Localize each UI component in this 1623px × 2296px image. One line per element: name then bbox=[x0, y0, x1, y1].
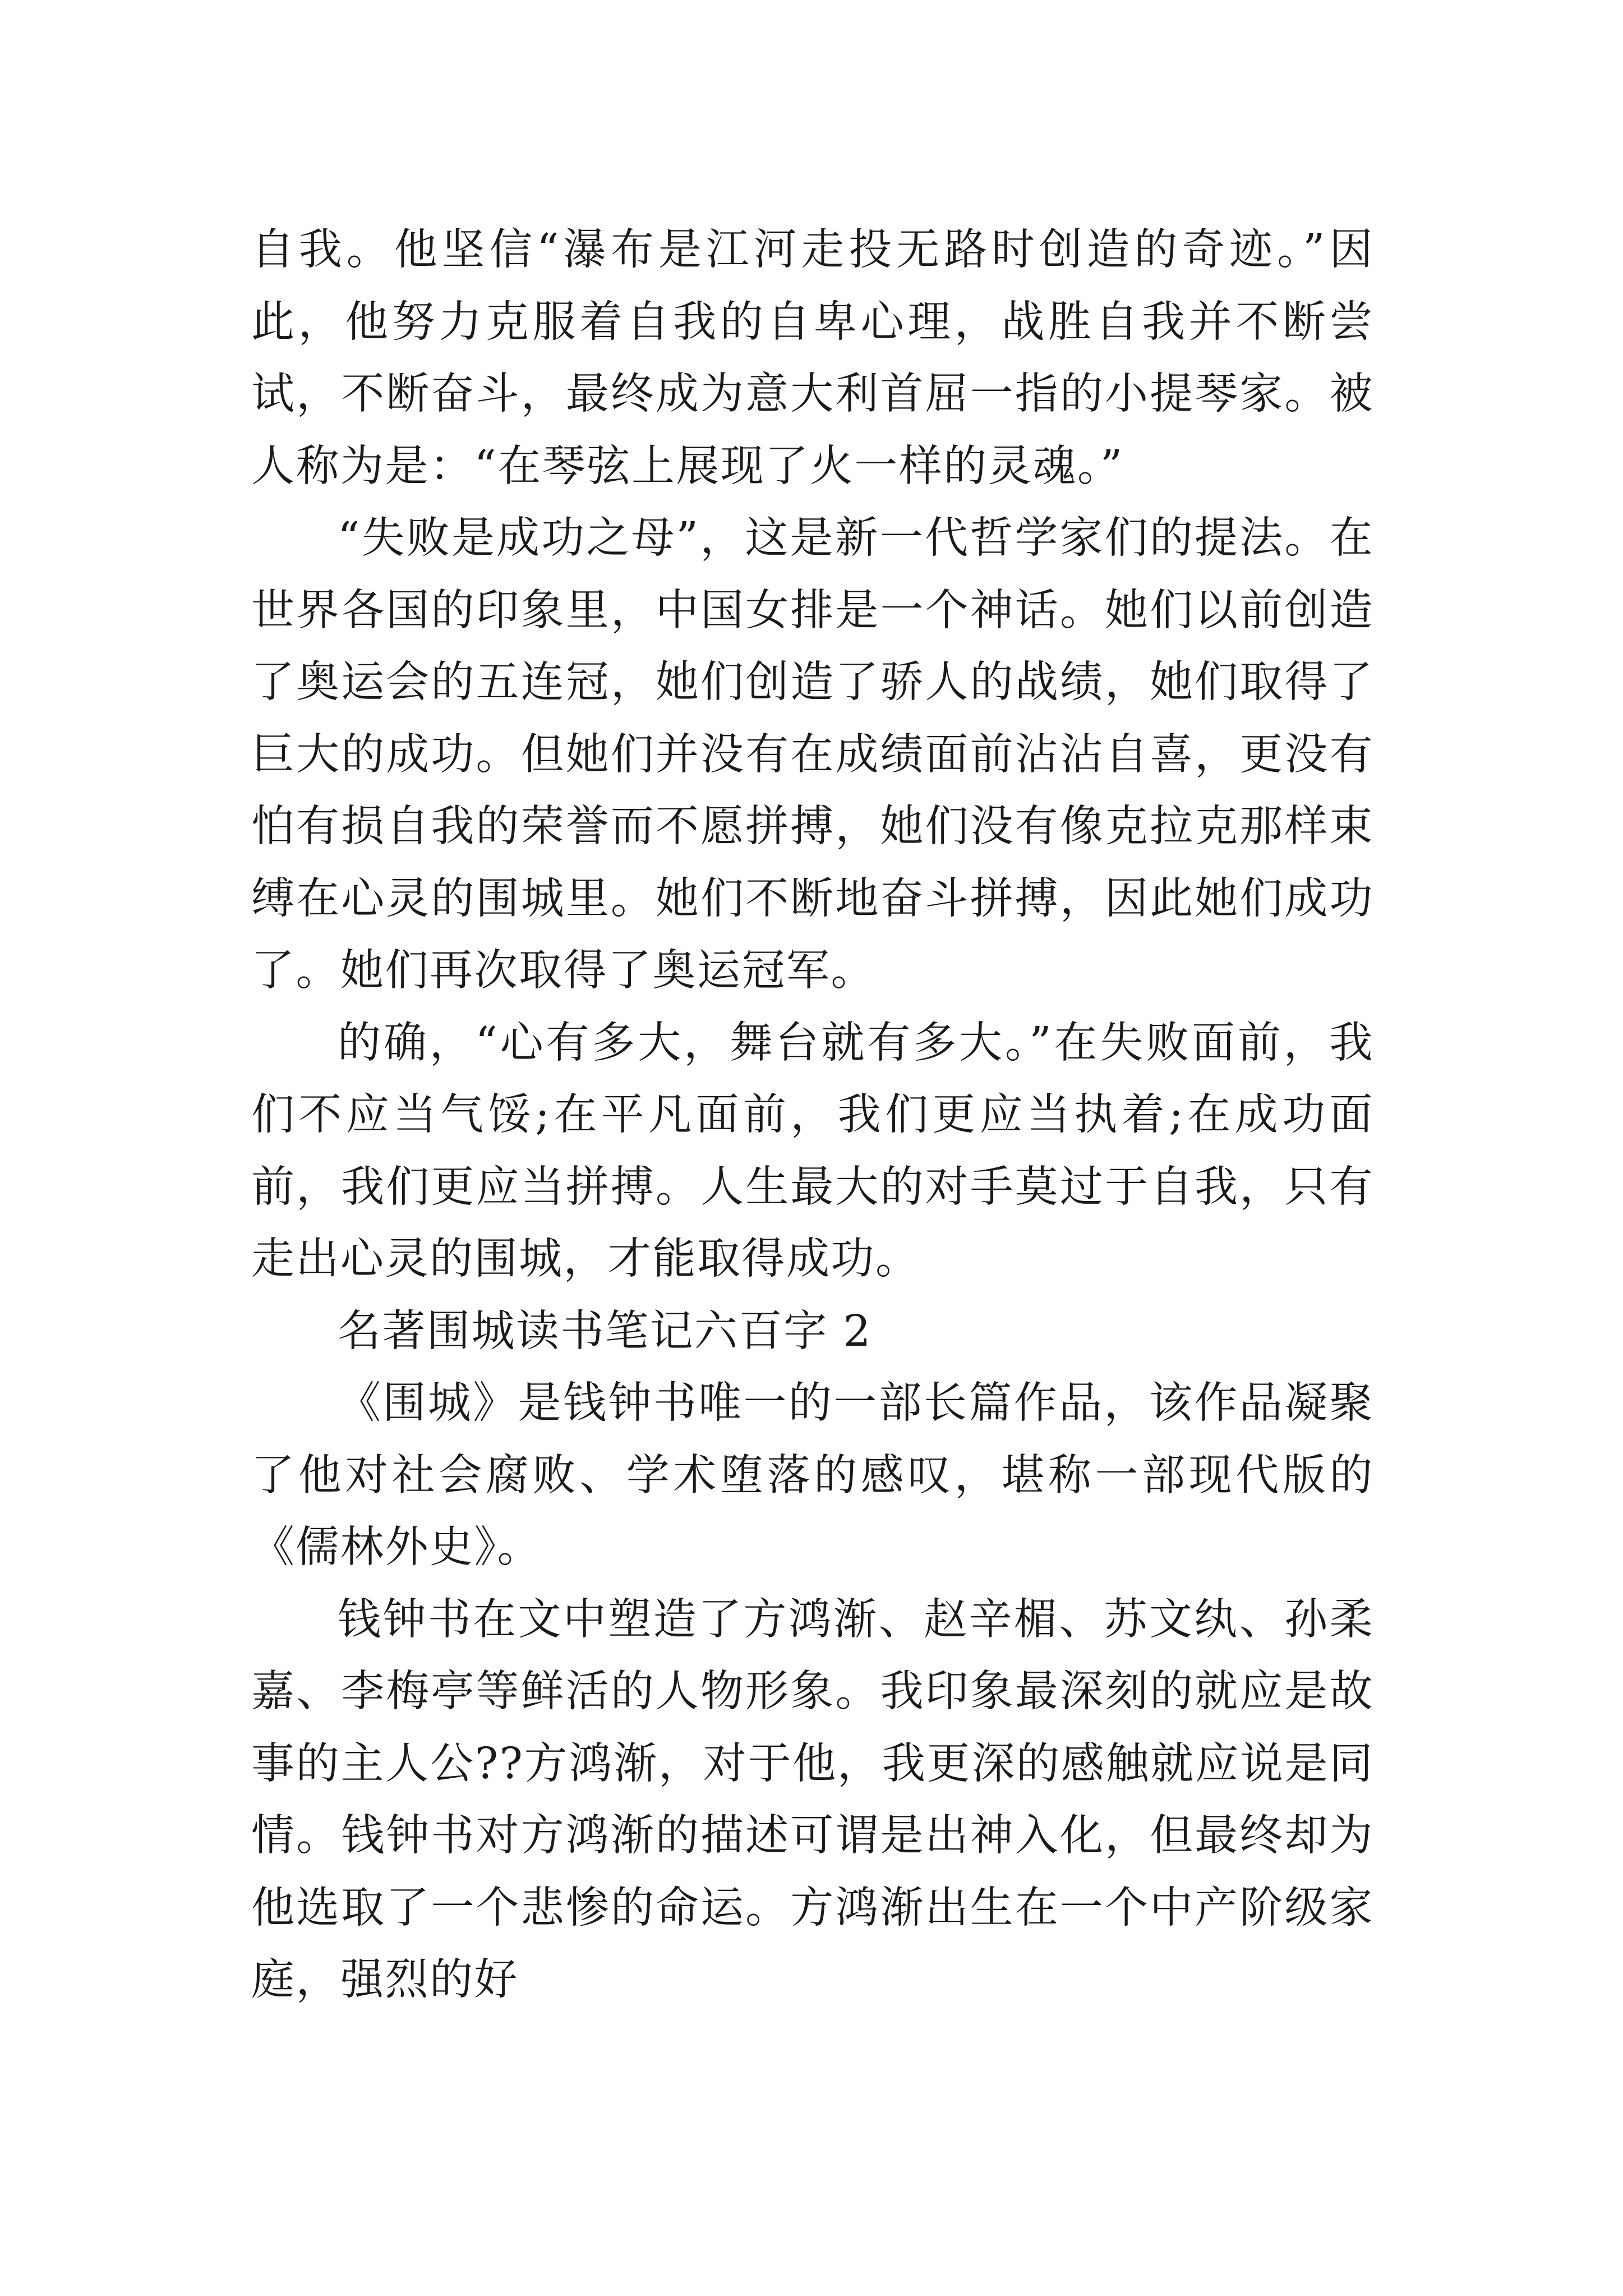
paragraph: 的确，“心有多大，舞台就有多大。”在失败面前，我们不应当气馁;在平凡面前，我们更应当执着;在成功面前，我们更应当拼搏。人生最大的对手莫过于自我，只有走出心灵的围城，才能取得成功。 bbox=[251, 1018, 1374, 1284]
paragraph-continued: 自我。他坚信“瀑布是江河走投无路时创造的奇迹。”因此，他努力克服着自我的自卑心理，战胜自我并不断尝试，不断奋斗，最终成为意大利首屈一指的小提琴家。被人称为是：“在琴弦上展现了火一样的灵魂。” bbox=[251, 225, 1374, 491]
paragraph: 《围城》是钱钟书唯一的一部长篇作品，该作品凝聚了他对社会腐败、学术堕落的感叹，堪称一部现代版的《儒林外史》。 bbox=[251, 1378, 1374, 1572]
section-heading: 名著围城读书笔记六百字 2 bbox=[338, 1306, 872, 1356]
paragraph: 钱钟书在文中塑造了方鸿渐、赵辛楣、苏文纨、孙柔嘉、李梅亭等鲜活的人物形象。我印象最深刻的就应是故事的主人公??方鸿渐，对于他，我更深的感触就应说是同情。钱钟书对方鸿渐的描述可谓是出神入化，但最终却为他选取了一个悲惨的命运。方鸿渐出生在一个中产阶级家庭，强烈的好 bbox=[251, 1594, 1374, 2005]
paragraph: “失败是成功之母”，这是新一代哲学家们的提法。在世界各国的印象里，中国女排是一个神话。她们以前创造了奥运会的五连冠，她们创造了骄人的战绩，她们取得了巨大的成功。但她们并没有在成绩面前沾沾自喜，更没有怕有损自我的荣誉而不愿拼搏，她们没有像克拉克那样束缚在心灵的围城里。她们不断地奋斗拼搏，因此她们成功了。她们再次取得了奥运冠军。 bbox=[251, 513, 1374, 996]
text-column bbox=[251, 214, 1374, 2017]
